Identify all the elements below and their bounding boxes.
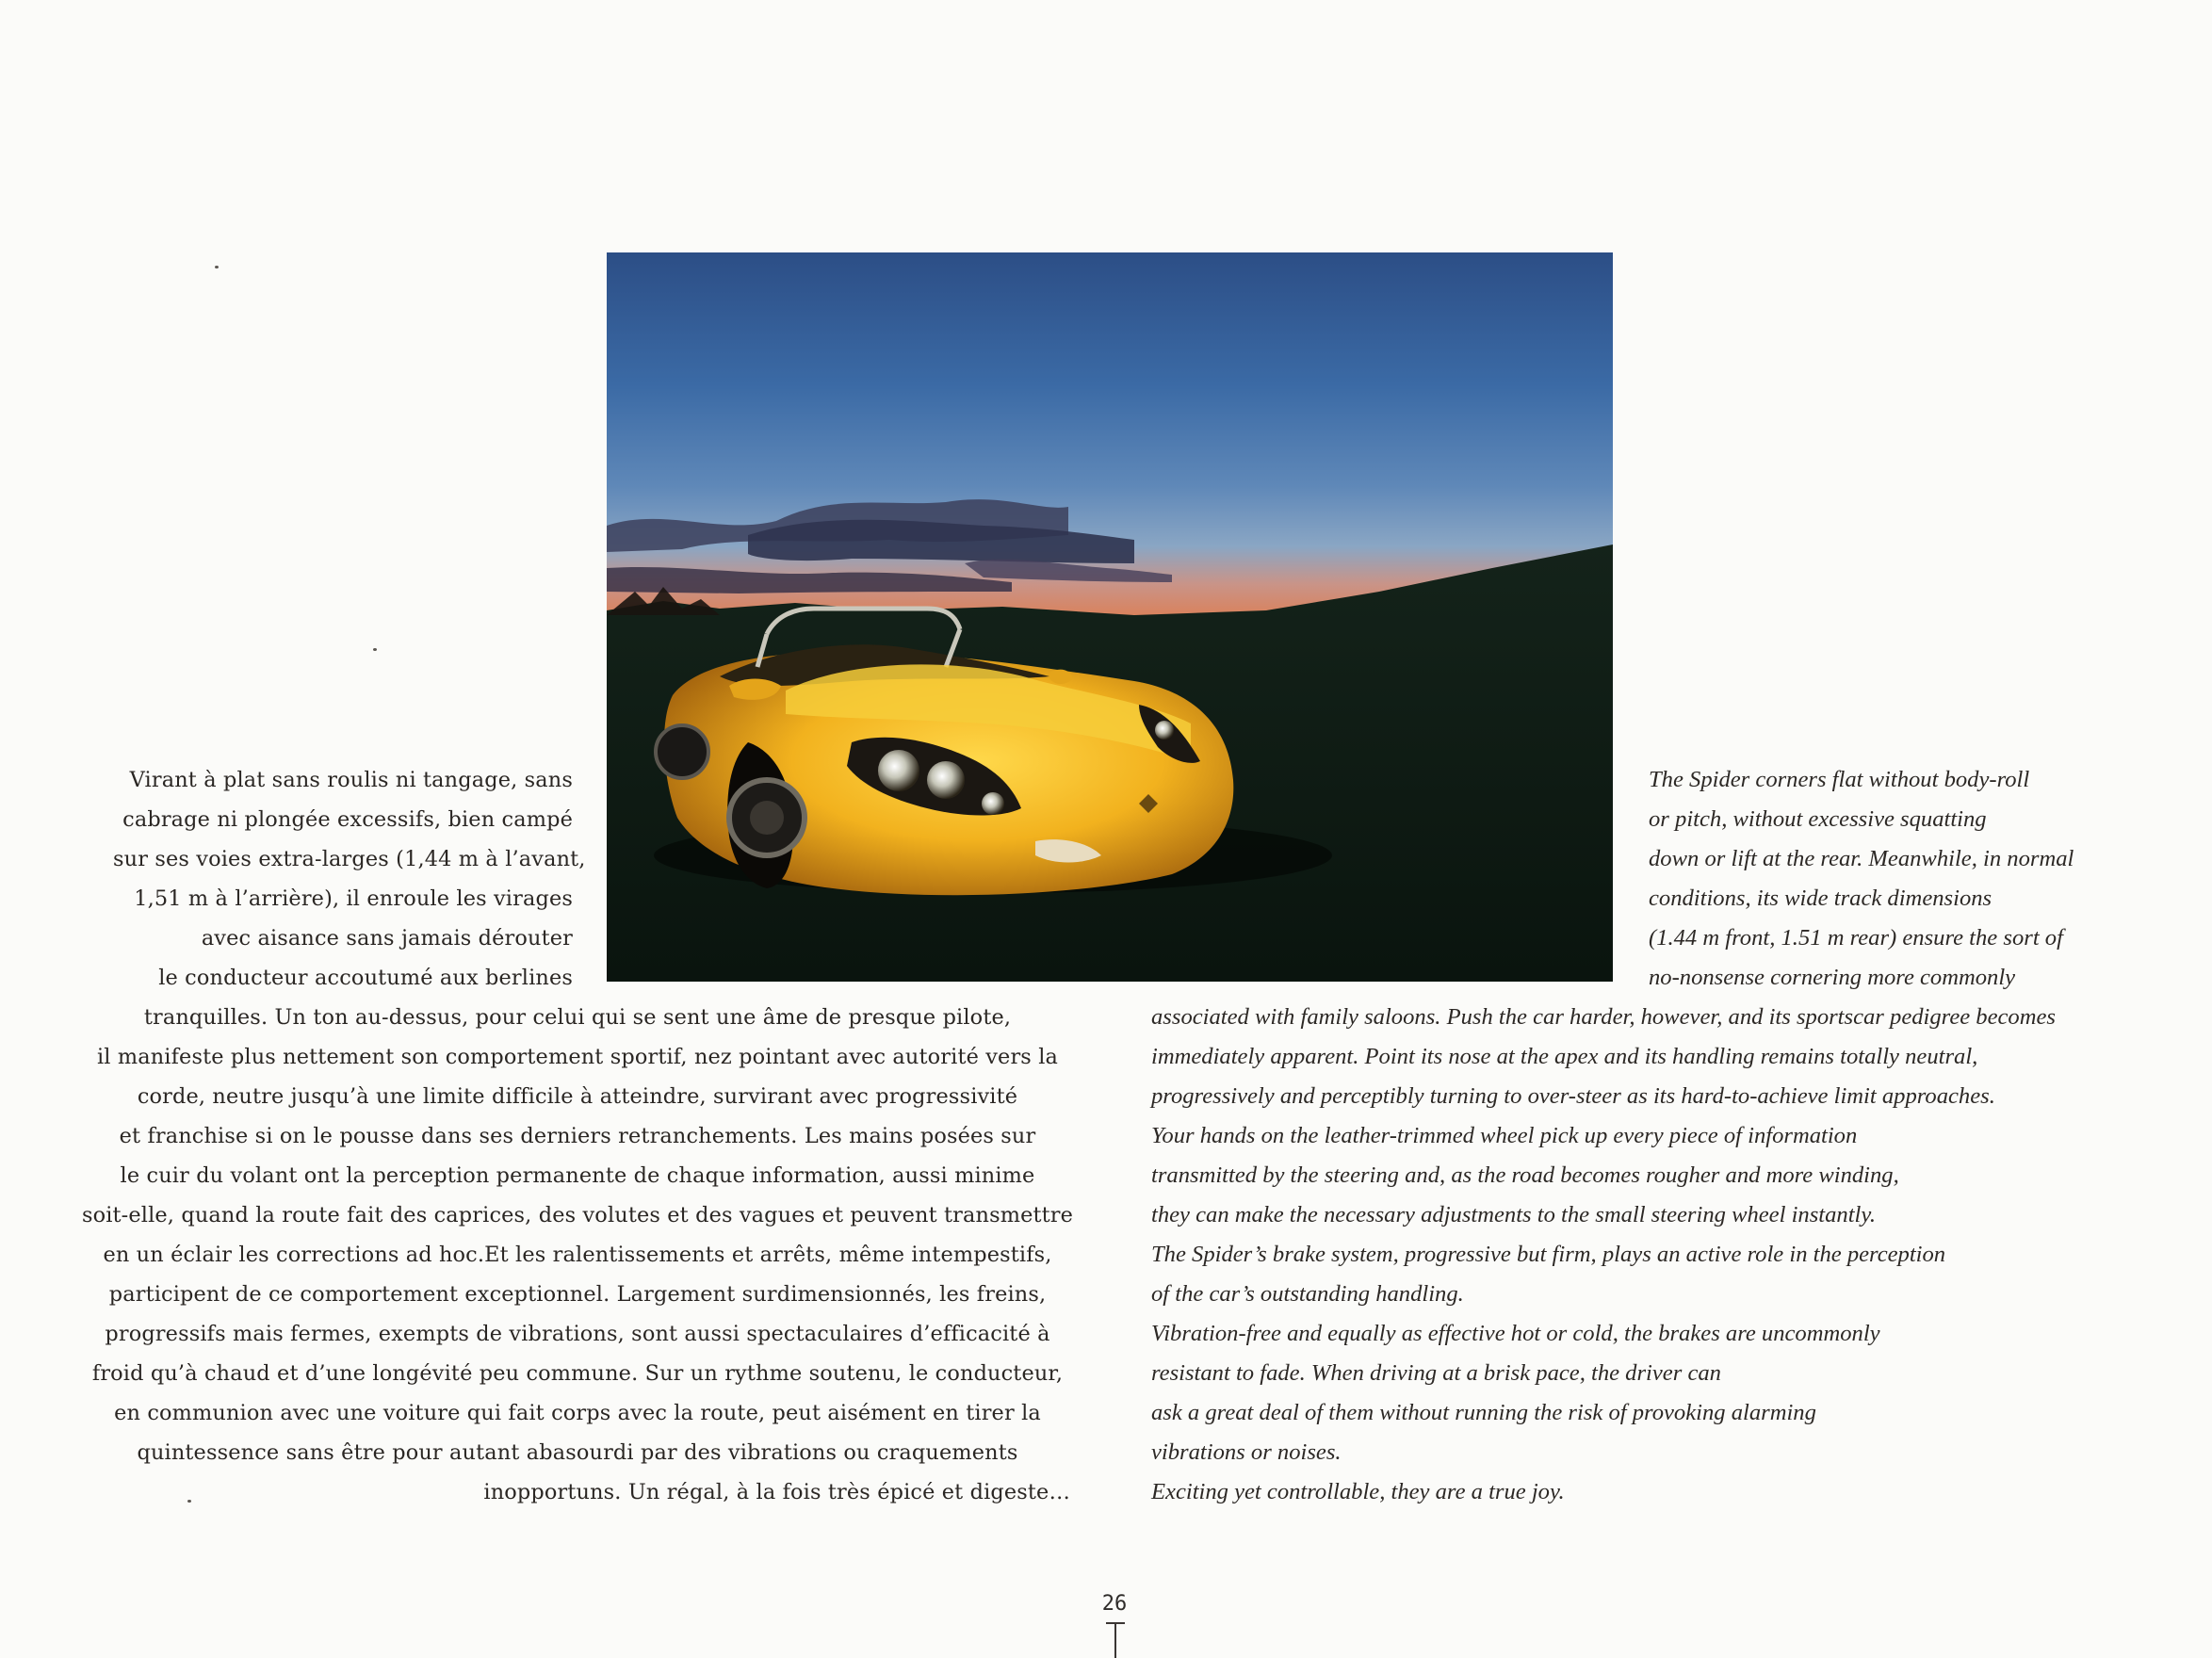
text-line: they can make the necessary adjustments to the small steering wheel instantly. [1151,1202,1877,1227]
text-line: Virant à plat sans roulis ni tangage, sans [129,768,573,792]
text-line: soit-elle, quand la route fait des caprices, des volutes et des vagues et peuvent transmettre [81,1203,1074,1227]
text-line: Exciting yet controllable, they are a true joy. [1151,1479,1565,1504]
text-line: corde, neutre jusqu’à une limite difficile à atteindre, survirant avec progressivité [137,1084,1018,1109]
text-line: en communion avec une voiture qui fait corps avec la route, peut aisément en tirer la [114,1401,1041,1425]
french-paragraph-bottom [75,998,1080,1512]
text-line: inopportuns. Un régal, à la fois très épicé et digeste… [483,1480,1070,1504]
text-line: Your hands on the leather-trimmed wheel pick up every piece of information [1151,1123,1858,1148]
text-line: or pitch, without excessive squatting [1649,806,1987,832]
text-line: sur ses voies extra-larges (1,44 m à l’avant, [113,847,586,871]
text-line: vibrations or noises. [1151,1439,1342,1465]
text-line: le cuir du volant ont la perception permanente de chaque information, aussi minime [120,1163,1035,1188]
text-line: associated with family saloons. Push the car harder, however, and its sportscar pedigree becomes [1151,1004,2056,1030]
text-line: progressively and perceptibly turning to over-steer as its hard-to-achieve limit approaches. [1151,1083,1995,1109]
text-line: Vibration-free and equally as effective hot or cold, the brakes are uncommonly [1151,1321,1880,1346]
text-line: down or lift at the rear. Meanwhile, in normal [1649,846,2074,871]
scan-speck [373,648,377,651]
car-photo [607,252,1613,982]
text-line: le conducteur accoutumé aux berlines [158,966,573,990]
text-line: of the car’s outstanding handling. [1151,1281,1464,1307]
text-line: transmitted by the steering and, as the road becomes rougher and more winding, [1151,1162,1899,1188]
page-number-marker [1114,1622,1116,1658]
text-line: (1.44 m front, 1.51 m rear) ensure the sort of [1649,925,2063,951]
text-line: immediately apparent. Point its nose at the apex and its handling remains totally neutral, [1151,1044,1978,1069]
page-number: 26 [1101,1592,1128,1616]
scan-speck [187,1500,191,1503]
text-line: resistant to fade. When driving at a brisk pace, the driver can [1151,1360,1721,1386]
text-line: quintessence sans être pour autant abasourdi par des vibrations ou craquements [137,1440,1018,1465]
text-line: ask a great deal of them without running the risk of provoking alarming [1151,1400,1816,1425]
text-line: The Spider corners flat without body-roll [1649,767,2030,792]
text-line: avec aisance sans jamais dérouter [201,926,573,951]
text-line: no-nonsense cornering more commonly [1649,965,2016,990]
text-line: il manifeste plus nettement son comportement sportif, nez pointant avec autorité vers la [96,1045,1059,1069]
scan-speck [215,266,219,268]
english-paragraph-bottom [1151,998,2169,1512]
text-line: participent de ce comportement exceptionnel. Largement surdimensionnés, les freins, [108,1282,1047,1307]
text-line: conditions, its wide track dimensions [1649,886,1992,911]
text-line: et franchise si on le pousse dans ses derniers retranchements. Les mains posées sur [119,1124,1036,1148]
text-line: en un éclair les corrections ad hoc.Et les ralentissements et arrêts, même intempestifs, [103,1243,1052,1267]
car-photo-illustration [607,252,1613,982]
text-line: froid qu’à chaud et d’une longévité peu commune. Sur un rythme soutenu, le conducteur, [91,1361,1064,1386]
french-paragraph-top [113,760,586,998]
text-line: The Spider’s brake system, progressive but firm, plays an active role in the perception [1151,1242,1946,1267]
text-line: 1,51 m à l’arrière), il enroule les virages [134,886,573,911]
text-line: cabrage ni plongée excessifs, bien campé [122,807,573,832]
text-line: progressifs mais fermes, exempts de vibrations, sont aussi spectaculaires d’efficacité à [105,1322,1050,1346]
english-paragraph-top [1649,760,2176,998]
text-line: tranquilles. Un ton au-dessus, pour celui qui se sent une âme de presque pilote, [143,1005,1012,1030]
